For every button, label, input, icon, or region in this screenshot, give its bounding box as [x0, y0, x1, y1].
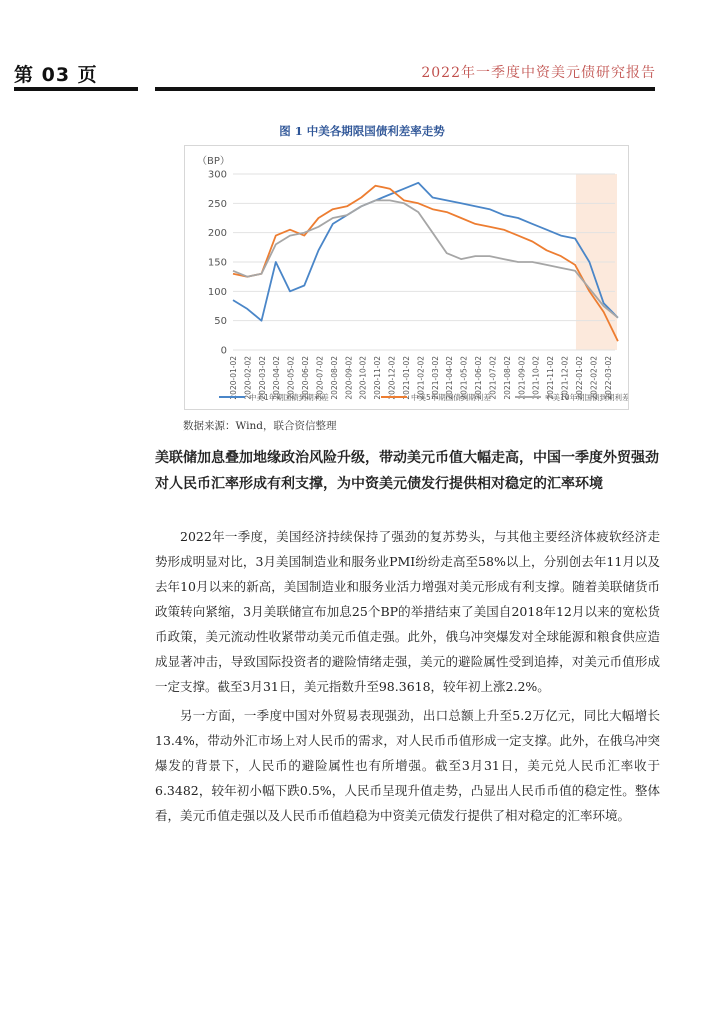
x-tick-label: 2020-04-02 [272, 356, 282, 400]
x-tick-label: 2021-06-02 [474, 356, 484, 400]
y-axis-label: （BP） [197, 156, 230, 167]
report-title: 2022年一季度中资美元债研究报告 [421, 65, 656, 81]
x-tick-label: 2020-12-02 [387, 356, 397, 400]
x-tick-label: 2020-03-02 [257, 356, 267, 400]
x-tick-label: 2021-02-02 [416, 356, 426, 400]
x-tick-label: 2020-02-02 [243, 356, 253, 400]
legend-label-1: 中美1年期国债到期利差 [249, 393, 329, 402]
x-tick-label: 2021-11-02 [546, 356, 556, 400]
x-tick-label: 2021-12-02 [560, 356, 570, 400]
x-tick-label: 2020-11-02 [373, 356, 383, 400]
header-rule-left [14, 87, 138, 91]
x-tick-label: 2021-10-02 [531, 356, 541, 400]
y-tick-label: 250 [207, 198, 227, 210]
section-headline: 美联储加息叠加地缘政治风险升级，带动美元币值大幅走高，中国一季度外贸强劲对人民币汇率形成有利支撑，为中资美元债发行提供相对稳定的汇率环境 [155, 450, 659, 492]
x-tick-label: 2020-05-02 [286, 356, 296, 400]
y-tick-label: 50 [214, 316, 227, 328]
x-tick-label: 2020-01-02 [229, 356, 238, 400]
y-tick-label: 150 [207, 257, 227, 269]
y-tick-label: 200 [207, 228, 227, 240]
y-tick-label: 0 [220, 345, 227, 357]
x-tick-label: 2022-03-02 [603, 356, 613, 400]
figure-title: 图 1 中美各期限国债利差率走势 [279, 124, 445, 138]
series-line-3 [233, 200, 618, 317]
x-tick-label: 2021-05-02 [459, 356, 469, 400]
header-rule-right [155, 87, 655, 91]
x-tick-label: 2020-07-02 [315, 356, 325, 400]
x-tick-label: 2020-08-02 [329, 356, 339, 400]
chart-container [184, 145, 629, 410]
y-tick-label: 300 [207, 169, 227, 181]
x-tick-label: 2022-02-02 [589, 356, 599, 400]
legend-label-3: 中美10年期国债到期利差 [545, 393, 628, 402]
x-tick-label: 2020-10-02 [358, 356, 368, 400]
x-tick-label: 2021-04-02 [445, 356, 455, 400]
x-tick-label: 2020-09-02 [344, 356, 354, 400]
x-tick-label: 2021-08-02 [502, 356, 512, 400]
page-number: 第 03 页 [14, 64, 98, 86]
y-tick-label: 100 [207, 286, 227, 298]
figure-source: 数据来源：Wind，联合资信整理 [183, 420, 337, 432]
paragraph-2: 另一方面，一季度中国对外贸易表现强劲，出口总额上升至5.2万亿元，同比大幅增长13.4%，带动外汇市场上对人民币的需求，对人民币币值形成一定支撑。此外，在俄乌冲突爆发的背景下，人民币的避险属性也有所增强。截至3月31日，美元兑人民币汇率收于6.3482，较年初小幅下跌0.5%，人民币呈现升值走势，凸显出人民币币值的稳定性。整体看，美元币值走强以及人民币币值趋稳为中资美元债发行提供了相对稳定的汇率环境。 [155, 708, 660, 823]
series-line-2 [233, 186, 618, 342]
x-tick-label: 2021-03-02 [430, 356, 440, 400]
paragraph-1: 2022年一季度，美国经济持续保持了强劲的复苏势头，与其他主要经济体疲软经济走势形成明显对比，3月美国制造业和服务业PMI纷纷走高至58%以上，分别创去年11月以及去年10月以来的新高，美国制造业和服务业活力增强对美元形成有利支撑。随着美联储货币政策转向紧缩，3月美联储宣布加息25个BP的举措结束了美国自2018年12月以来的宽松货币政策，美元流动性收紧带动美元币值走强。此外，俄乌冲突爆发对全球能源和粮食供应造成显著冲击，导致国际投资者的避险情绪走强，美元的避险属性受到追捧，对美元币值形成一定支撑。截至3月31日，美元指数升至98.3618，较年初上涨2.2%。 [155, 529, 660, 694]
x-tick-label: 2020-06-02 [301, 356, 311, 400]
spread-line-chart [185, 146, 628, 409]
x-tick-label: 2022-01-02 [574, 356, 584, 400]
x-tick-label: 2021-07-02 [488, 356, 498, 400]
legend-label-2: 中美5年期国债到期利差 [411, 393, 491, 402]
x-tick-label: 2021-09-02 [517, 356, 527, 400]
x-tick-label: 2021-01-02 [401, 356, 411, 400]
